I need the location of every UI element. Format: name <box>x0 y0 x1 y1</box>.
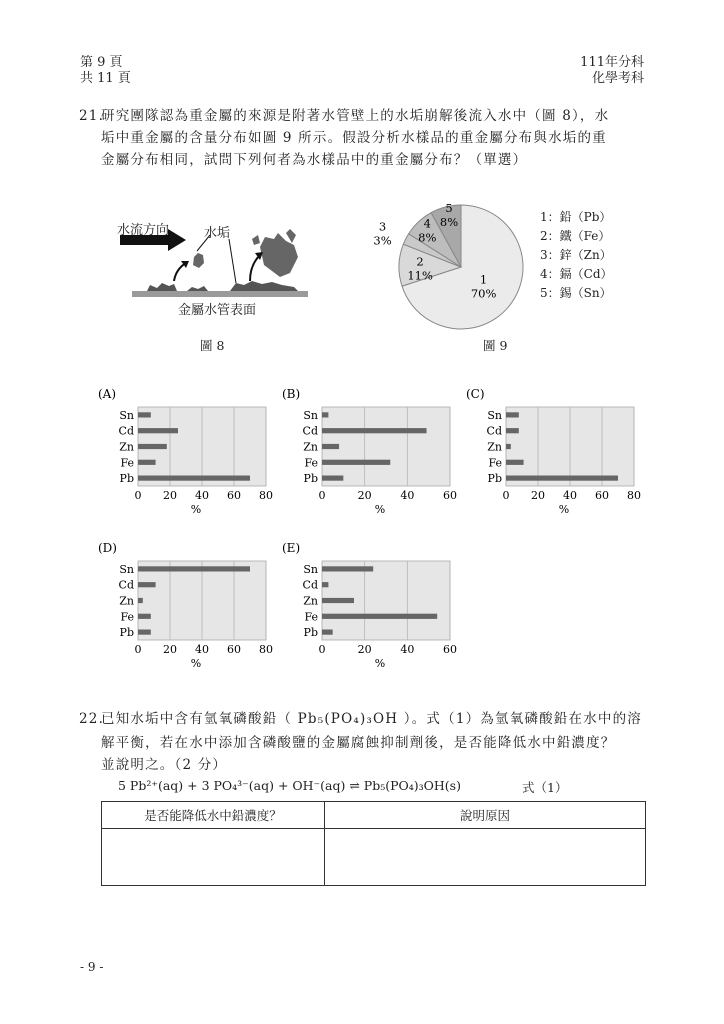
category-label-sn: Sn <box>119 408 134 422</box>
x-tick-label: 60 <box>443 489 457 502</box>
question-22-line-3: 並說明之。（2 分） <box>101 757 228 773</box>
bar-zn <box>506 444 511 449</box>
bar-fe <box>506 460 524 465</box>
figure-8-caption: 圖 8 <box>200 338 225 353</box>
x-tick-label: 0 <box>318 489 326 502</box>
bar-fe <box>138 460 156 465</box>
x-axis-label: % <box>558 503 570 516</box>
curved-arrow-icon <box>174 263 186 281</box>
pie-value-label-3: 3% <box>373 233 392 248</box>
x-tick-label: 60 <box>595 489 609 502</box>
x-tick-label: 20 <box>357 643 372 656</box>
x-tick-label: 60 <box>227 489 241 502</box>
category-label-fe: Fe <box>304 456 318 470</box>
pie-label-5: 5 <box>445 201 453 216</box>
equation-tag: 式（1） <box>522 780 568 795</box>
x-tick-label: 40 <box>400 489 415 502</box>
pipe-surface <box>132 291 308 297</box>
x-tick-label: 80 <box>627 489 641 502</box>
footer-page-number: - 9 - <box>80 960 104 974</box>
x-axis-label: % <box>190 503 202 516</box>
bar-fe <box>138 614 151 619</box>
bar-zn <box>138 444 167 449</box>
x-tick-label: 0 <box>134 489 142 502</box>
option-a-bar-chart <box>96 385 286 517</box>
legend-item-pb: 1：鉛（Pb） <box>540 210 612 224</box>
chemical-equation: 5 Pb²⁺(aq) + 3 PO₄³⁻(aq) + OH⁻(aq) ⇌ Pb₅(PO₄)₃OH(s) <box>118 778 461 793</box>
option-b-bar-chart <box>280 385 470 517</box>
option-label-a: (A) <box>98 387 117 401</box>
pie-label-4: 4 <box>423 216 431 231</box>
x-tick-label: 0 <box>134 643 142 656</box>
question-21-line-3: 金屬分布相同，試問下列何者為水樣品中的重金屬分布？（單選） <box>101 152 528 168</box>
category-label-zn: Zn <box>119 594 134 608</box>
bar-pb <box>322 476 343 481</box>
x-tick-label: 20 <box>163 643 177 656</box>
legend-item-zn: 3：鋅（Zn） <box>540 248 612 262</box>
pipe-surface-label: 金屬水管表面 <box>178 303 257 318</box>
x-tick-label: 40 <box>400 643 415 656</box>
total-pages-label: 共 11 頁 <box>80 71 131 86</box>
category-label-fe: Fe <box>120 456 134 470</box>
figure-9-pie-chart <box>373 190 536 340</box>
x-tick-label: 60 <box>227 643 241 656</box>
legend-item-cd: 4：鎘（Cd） <box>540 267 613 281</box>
x-axis-label: % <box>190 657 202 670</box>
option-e-bar-chart <box>280 539 470 671</box>
category-label-zn: Zn <box>303 440 318 454</box>
bar-pb <box>138 630 151 635</box>
bar-fe <box>322 460 390 465</box>
x-tick-label: 20 <box>357 489 372 502</box>
category-label-fe: Fe <box>304 610 318 624</box>
x-axis-label: % <box>374 503 386 516</box>
scale-flake <box>286 229 296 243</box>
scale-deposit <box>147 283 177 291</box>
scale-deposit <box>230 281 298 291</box>
x-axis-label: % <box>374 657 386 670</box>
bar-cd <box>506 428 519 433</box>
bar-sn <box>138 566 250 571</box>
scale-flake <box>193 253 204 268</box>
question-22-line-1: 已知水垢中含有氫氧磷酸鉛（ Pb₅(PO₄)₃OH ）。式（1）為氫氧磷酸鉛在水中的溶 <box>101 711 643 727</box>
answer-cell-reduce[interactable] <box>102 829 325 886</box>
pie-value-label-1: 70% <box>470 286 497 301</box>
bar-fe <box>322 614 437 619</box>
label-pointer <box>229 239 236 283</box>
curved-arrow-icon <box>250 255 260 281</box>
category-label-sn: Sn <box>303 562 318 576</box>
pie-label-2: 2 <box>416 254 424 269</box>
category-label-pb: Pb <box>119 626 134 640</box>
page-number-label: 第 9 頁 <box>80 55 123 70</box>
x-tick-label: 80 <box>259 643 273 656</box>
question-22-number: 22. <box>79 711 105 727</box>
x-tick-label: 20 <box>163 489 177 502</box>
figure-9-legend <box>540 208 613 303</box>
option-c-bar-chart <box>464 385 654 517</box>
bar-pb <box>322 630 333 635</box>
bar-cd <box>138 582 156 587</box>
pie-label-3: 3 <box>378 219 387 234</box>
bar-zn <box>322 444 339 449</box>
answer-table <box>101 801 646 886</box>
pie-label-1: 1 <box>479 272 488 287</box>
category-label-cd: Cd <box>302 578 318 592</box>
category-label-sn: Sn <box>119 562 134 576</box>
bar-pb <box>138 476 250 481</box>
x-tick-label: 40 <box>195 489 209 502</box>
scale-flake <box>252 235 260 245</box>
x-tick-label: 80 <box>259 489 273 502</box>
question-21-line-2: 垢中重金屬的含量分布如圖 9 所示。假設分析水樣品的重金屬分布與水垢的重 <box>101 130 607 146</box>
option-label-d: (D) <box>98 541 117 555</box>
scale-deposit <box>187 286 208 291</box>
x-tick-label: 60 <box>443 643 457 656</box>
category-label-pb: Pb <box>119 472 134 486</box>
x-tick-label: 40 <box>563 489 577 502</box>
x-tick-label: 0 <box>318 643 326 656</box>
bar-sn <box>138 412 151 417</box>
category-label-pb: Pb <box>487 472 502 486</box>
category-label-cd: Cd <box>486 424 502 438</box>
category-label-sn: Sn <box>487 408 502 422</box>
pie-value-label-4: 8% <box>418 230 437 245</box>
bar-sn <box>322 566 373 571</box>
x-tick-label: 40 <box>195 643 209 656</box>
category-label-fe: Fe <box>120 610 134 624</box>
option-label-c: (C) <box>466 387 485 401</box>
question-22-line-2: 解平衡，若在水中添加含磷酸鹽的金屬腐蝕抑制劑後，是否能降低水中鉛濃度？ <box>101 735 616 751</box>
category-label-pb: Pb <box>303 626 318 640</box>
category-label-zn: Zn <box>487 440 502 454</box>
figure-9-caption: 圖 9 <box>483 338 508 353</box>
exam-year-label: 111年分科 <box>580 55 644 70</box>
category-label-pb: Pb <box>303 472 318 486</box>
legend-item-sn: 5：錫（Sn） <box>540 286 612 300</box>
bar-zn <box>138 598 143 603</box>
flow-direction-label: 水流方向 <box>117 223 170 238</box>
category-label-sn: Sn <box>303 408 318 422</box>
table-header-reason: 說明原因 <box>325 802 646 829</box>
question-21-line-1: 研究團隊認為重金屬的來源是附著水管壁上的水垢崩解後流入水中（圖 8），水 <box>101 108 610 124</box>
subject-label: 化學考科 <box>591 71 644 86</box>
pie-value-label-2: 11% <box>407 268 433 283</box>
option-label-b: (B) <box>282 387 301 401</box>
category-label-zn: Zn <box>119 440 134 454</box>
plot-area <box>322 407 450 486</box>
bar-sn <box>506 412 519 417</box>
table-header-reduce: 是否能降低水中鉛濃度？ <box>102 802 325 829</box>
bar-zn <box>322 598 354 603</box>
pie-value-label-5: 8% <box>439 215 459 230</box>
scale-label: 水垢 <box>204 226 231 241</box>
x-tick-label: 20 <box>531 489 545 502</box>
x-tick-label: 0 <box>502 489 510 502</box>
category-label-fe: Fe <box>488 456 502 470</box>
question-21-number: 21. <box>79 108 105 124</box>
bar-sn <box>322 412 328 417</box>
category-label-cd: Cd <box>118 424 134 438</box>
category-label-zn: Zn <box>303 594 318 608</box>
option-d-bar-chart <box>96 539 286 671</box>
bar-cd <box>322 428 427 433</box>
category-label-cd: Cd <box>302 424 318 438</box>
bar-cd <box>322 582 328 587</box>
option-label-e: (E) <box>282 541 301 555</box>
answer-cell-reason[interactable] <box>325 829 646 886</box>
category-label-cd: Cd <box>118 578 134 592</box>
legend-item-fe: 2：鐵（Fe） <box>540 229 611 243</box>
bar-cd <box>138 428 178 433</box>
bar-pb <box>506 476 618 481</box>
